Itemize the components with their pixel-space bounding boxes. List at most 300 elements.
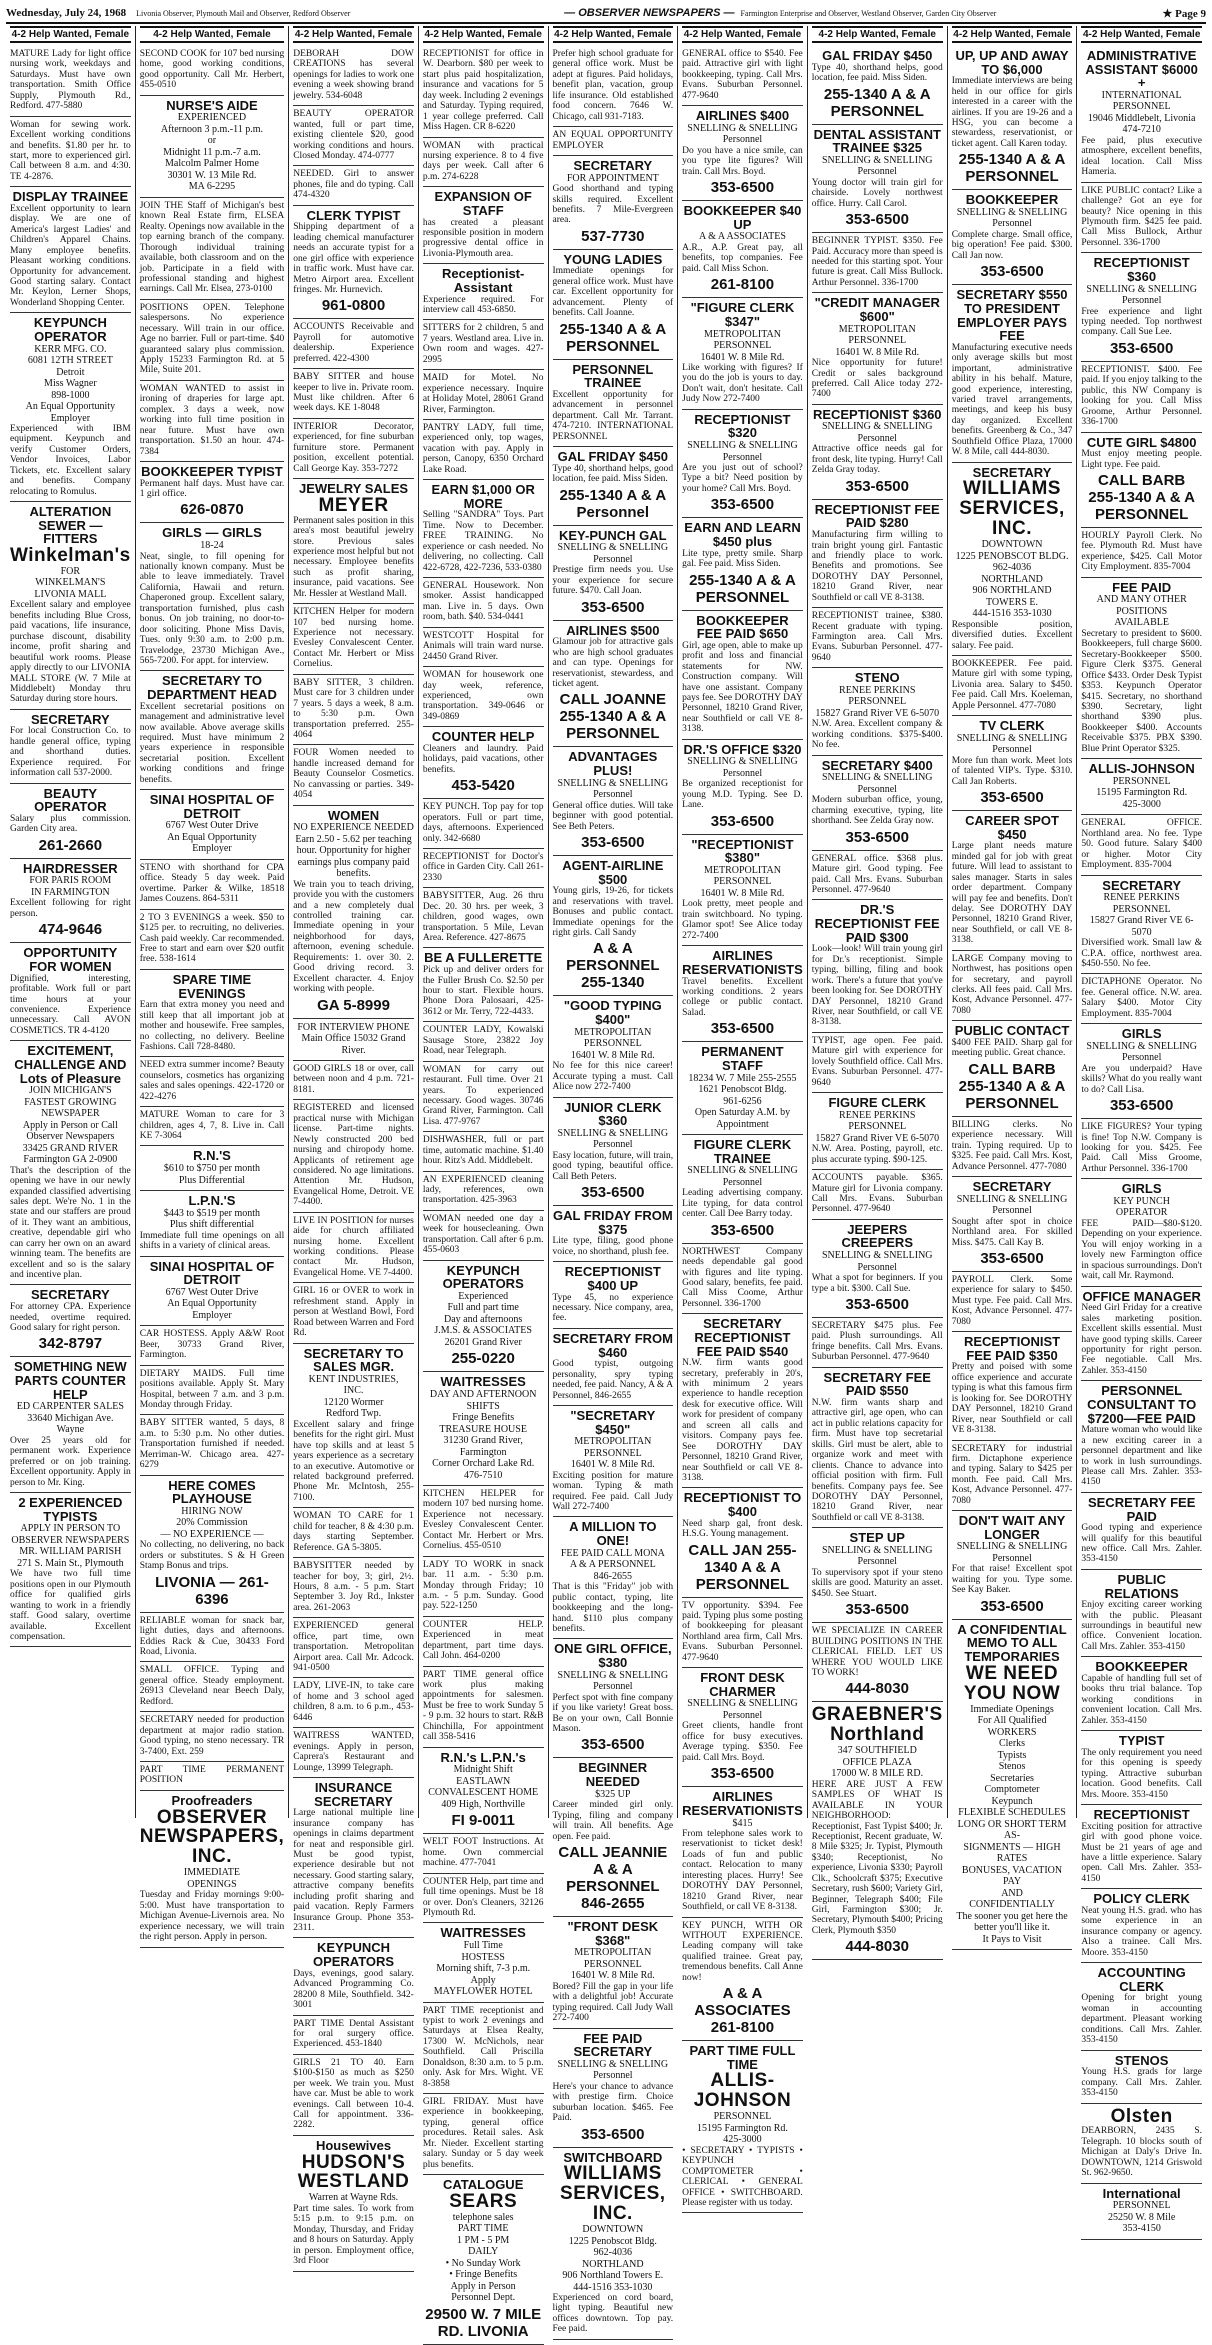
classified-ad <box>140 970 285 1057</box>
ad-body-text: ACCOUNTS payable. $365. Mature girl for Livonia company. Call Mrs. Evans. Suburban Personnel. 477-9640 <box>811 1173 943 1215</box>
ad-headline: BOOKKEEPER <box>965 192 1059 208</box>
classified-ad <box>553 2029 674 2148</box>
classified-ad <box>682 1787 803 1917</box>
classified-ad <box>952 1117 1073 1177</box>
ad-headline: SWITCHBOARD <box>563 2149 663 2165</box>
ad-address-block: METROPOLITAN PERSONNEL 16401 W. 8 Mile Rd. <box>700 864 785 899</box>
ad-body-text: BABY SITTER and house keeper to live in. Private room. Must like children. After 6 week days. KE 1-8048 <box>293 372 414 414</box>
ad-address-block: 347 SOUTHFIELD OFFICE PLAZA 17000 W. 8 MILE RD. <box>831 1745 924 1780</box>
ad-body-text: Young doctor will train girl for chairside. Lovely northwest office. Hurry. Call Carol. <box>811 177 943 209</box>
classified-ad <box>10 187 131 313</box>
classified-ad <box>952 1021 1073 1117</box>
ad-body-text: Complete charge. Small office, big operation! Fee paid. $300. Call Jan now. <box>951 229 1073 261</box>
masthead <box>6 4 1206 24</box>
ad-body-text: For that raise! Excellent spot waiting for you. Type some. See Kay Baker. <box>951 1564 1073 1596</box>
ad-headline: A CONFIDENTIAL MEMO TO ALL TEMPORARIES <box>957 1621 1067 1665</box>
ad-body-text: Diversified work. Small law & C.P.A. office, northwest area. $450-550. No fee. <box>1081 938 1202 970</box>
ad-headline: POLICY CLERK <box>1093 1891 1190 1907</box>
classified-ad <box>812 1528 943 1623</box>
classified-ad <box>10 46 131 117</box>
ad-headline: ALTERATION SEWER — FITTERS <box>29 504 112 547</box>
column-heading: 4-2 Help Wanted, Female <box>423 26 544 43</box>
classified-ad <box>140 860 285 910</box>
ad-body-text: RECEPTIONIST for Doctor's office in Garden City. Call 261-2330 <box>422 851 544 883</box>
ad-phone-number: 353-6500 <box>710 1765 775 1783</box>
ad-body-text: Lite type, filing, good phone voice, no shorthand, plush fee. <box>552 1236 674 1257</box>
ad-display-name: SEARS <box>449 2190 518 2212</box>
classified-ad <box>423 948 544 1022</box>
classified-ad <box>10 943 131 1041</box>
classified-ad <box>812 1318 943 1368</box>
ad-address-block: A & A ASSOCIATES <box>698 231 786 243</box>
ad-body-text: GENERAL office to $540. Fee paid. Attractive girl with light bookkeeping, typing. Call Mrs. Evans. Suburban Personnel. 477-9640 <box>682 49 803 101</box>
ad-address-block: METROPOLITAN PERSONNEL 16401 W. 8 Mile Rd. <box>835 323 920 358</box>
ad-headline: EARN $1,000 OR MORE <box>431 482 535 511</box>
classified-ad <box>1081 528 1202 578</box>
ad-body-text: ACCOUNTS Receivable and Payroll for automotive dealership. Experience preferred. 422-4300 <box>293 322 414 364</box>
classified-ad <box>140 910 285 970</box>
classified-ad <box>10 1493 131 1647</box>
classified-ad <box>1081 1381 1202 1493</box>
ad-body-text: STENO with shorthand for CPA office. Steady 5 day week. Paid overtime. Parker & Wilke, 18518 James Couzens. 864-5311 <box>139 862 285 905</box>
classified-ad <box>293 1344 414 1509</box>
ad-address-block: Immediate Openings For All Qualified WORKERS Clerks Typists Stenos Secretaries Comptometer Keypunch FLEXIBLE SCHEDULES LONG OR SHORT TERM AS- SIGNMENTS — HIGH RATES BONUSES, VACATION PAY AND CONFIDENTIALLY The sooner you get here the better you'll like it. It Pays to Visit <box>956 1703 1068 1945</box>
classified-ad <box>293 106 414 166</box>
ad-headline: PERMANENT STAFF <box>701 1044 784 1073</box>
classified-ad <box>1081 2051 1202 2104</box>
ad-headline: AIRLINES $400 <box>695 108 790 124</box>
ad-phone-number: 961-0800 <box>321 297 386 315</box>
ad-phone-number: A & A PERSONNEL 255-1340 <box>566 940 660 992</box>
classified-ad <box>1081 1570 1202 1657</box>
ad-headline: FRONT DESK CHARMER <box>700 1670 785 1699</box>
ad-address-block: Warren at Wayne Rds. <box>308 2192 399 2204</box>
classified-ad <box>423 1261 544 1373</box>
ad-body-text: Perfect spot with fine company if you like variety! Great boss. Be on your own, Call Bonnie Mason. <box>552 1692 674 1735</box>
classified-ad <box>293 1728 414 1778</box>
ad-address-block: SNELLING & SNELLING Personnel <box>687 440 798 463</box>
ad-headline: BOOKKEEPER FEE PAID $650 <box>696 612 789 642</box>
classified-column <box>948 26 1078 1945</box>
ad-body-text: Excellent following for right person. <box>10 898 131 919</box>
ad-headline: RECEPTIONIST $360 <box>812 406 942 422</box>
classified-ad <box>812 608 943 668</box>
classified-ad <box>140 1107 285 1146</box>
ad-body-text: Neat young H.S. grad. who has some experience in an insurance company or agency. Also a trainee. Call Mrs. Moore. 353-4150 <box>1081 1905 1202 1958</box>
classified-ad <box>423 264 544 320</box>
ad-body-text: A.R., A.P. Great pay, all benefits, top companies. Fee paid. Call Miss Schon. <box>682 242 803 274</box>
ad-headline: PERSONNEL CONSULTANT TO $7200—FEE PAID <box>1087 1383 1197 1426</box>
ad-body-text: Over 25 years old for permanent work. Experience preferred or on job training. Excellent opportunity. Apply in person to Mr. King. <box>10 1435 131 1488</box>
classified-ad <box>553 856 674 996</box>
ad-body-text: MATURE Lady for light office nursing work, weekdays and Saturdays. Must have own transportation. Smith Office Supply, Plymouth Rd., Redford. 477-5880 <box>10 49 131 112</box>
classified-ad <box>140 1257 285 1327</box>
ad-body-text: Opening for bright young woman in accounting department. Pleasant working conditions. Call Mrs. Zahler. 353-4150 <box>1081 1993 1202 2046</box>
classified-ad <box>423 46 544 138</box>
classified-ad <box>553 621 674 748</box>
ad-phone-number: 353-6500 <box>710 1221 775 1239</box>
ad-address-block: KENT INDUSTRIES, INC. 12120 Wormer Redford Twp. <box>308 1373 399 1420</box>
ad-headline: CLERK TYPIST <box>306 207 401 223</box>
ad-headline: DENTAL ASSISTANT TRAINEE $325 <box>813 126 941 156</box>
classified-ad <box>10 859 131 944</box>
ad-phone-number: 353-6500 <box>710 179 775 197</box>
ad-body-text: COUNTER Help, part time and full time openings. Must be 18 or over. Don's Cleaners, 32126 Plymouth Rd. <box>422 1876 544 1918</box>
ad-body-text: NEED extra summer income? Beauty counselors, cosmetics has organizing sales and sales openings. 422-1720 or 422-4276 <box>139 1060 285 1102</box>
ad-headline: "FIGURE CLERK $347" <box>690 300 795 329</box>
ad-display-name: HUDSON'S WESTLAND <box>297 2151 410 2193</box>
ad-body-text: Are you underpaid? Have skills? What do you really want to do? Call Lisa. <box>1081 1063 1202 1095</box>
ad-headline: EXCITEMENT, CHALLENGE AND Lots of Pleasure <box>14 1043 127 1086</box>
ad-body-text: BABY SITTER, 3 children. Must care for 3 children under 7 years. 5 days a week, 8 a.m. to 5:30 p.m. Own transportation preferred. 255-4064 <box>293 677 414 740</box>
ad-body-text: Excellent secretarial positions on management and administrative level now available. Above average skills required. Must have minimum 2 years experience in responsible secretarial position. Excellent working conditions and fringe benefits. <box>139 701 285 785</box>
classified-ad <box>423 1172 544 1211</box>
ad-headline: SECRETARY <box>30 711 110 727</box>
ad-address-block: RENEE PERKINS PERSONNEL 15827 Grand River VE 6-5070 <box>815 684 940 719</box>
classified-ad <box>140 1057 285 1107</box>
classified-ad <box>10 502 131 710</box>
ad-headline: SECRETARY $550 TO PRESIDENT EMPLOYER PAYS FEE <box>956 287 1068 344</box>
ad-body-text: has created a pleasant responsible position in modern progressive dental office in Livonia-Plymouth area. <box>422 217 544 259</box>
ad-body-text: Type 45, no experience necessary. Nice company, area, fee. <box>552 1292 674 1324</box>
classified-ad <box>140 1662 285 1712</box>
classified-ad <box>10 784 131 859</box>
ad-headline: EXPANSION OF STAFF <box>434 189 532 218</box>
ad-body-text: LIVE IN POSITION for nurses aide for church affiliated nursing home. Excellent working conditions. Please contact Mr. Hudson, Evangelical Home. VE 7-4400. <box>293 1215 414 1278</box>
column-heading: 4-2 Help Wanted, Female <box>140 26 285 43</box>
ad-body-text: Manufacturing firm willing to train bright young girl. Fantastic and friendly place to work. Benefits and promotions. See DOROTHY DAY Personnel, 18210 Grand River, near Southfield or call VE 8-3138. <box>811 530 943 603</box>
classified-ad <box>293 675 414 746</box>
ad-body-text: That's the description of the opening we have in our newly expanded classified advertising sales dept. We're No. 1 in the state and our staffers are proud of it. They want an ambitious, creative, dependable girl who can carry her own on an award winning team. The benefits are excellent and so is the salary and incentive plan. <box>10 1165 131 1281</box>
classified-ad <box>553 360 674 447</box>
classified-ad <box>682 740 803 835</box>
column-heading: 4-2 Help Wanted, Female <box>553 26 674 43</box>
ad-address-block: FOR WINKELMAN'S LIVONIA MALL <box>34 565 107 600</box>
classified-ad <box>812 1368 943 1529</box>
ad-headline: WAITRESSES <box>440 1925 526 1941</box>
ad-body-text: Excellent opportunity to learn display. We are one of America's largest Ladies' and Children's Apparel Chains. Many employee benefits. Pleasant working conditions. Opportunity for advancement. Good starting salary. Contact Mr. Keylon, Lerner Shops, Wonderland Shopping Center. <box>10 203 131 308</box>
ad-body-text: Excellent salary and fringe benefits for the right girl. Must have top skills and at least 5 years experience as a secretary to an executive. Automotive or related background preferred. Phone Mr. McIntosh, 255-7100. <box>293 1419 414 1503</box>
ad-phone-number: 353-6500 <box>581 598 645 616</box>
ad-headline: RECEPTIONIST FEE PAID $280 <box>814 501 940 531</box>
ad-body-text: Nice opportunity for future! Credit or sales background preferred. Call Alice today 272-7400 <box>811 358 943 400</box>
ad-body-text: JOIN THE Staff of Michigan's best known Real Estate firm, ELSEA Realty. Openings now available in the top earning branch of the company. Thorough individual training available, both classroom and on the job. Participate in a field with professional standing and highest earnings. Call Mr. Elsea, 273-0100 <box>139 200 285 295</box>
ad-headline: Receptionist-Assistant <box>442 266 525 295</box>
ad-phone-number: CALL JAN 255-1340 A & A PERSONNEL <box>688 1541 797 1593</box>
classified-column <box>289 26 419 2267</box>
classified-ad <box>682 1598 803 1669</box>
ad-body-text: LARGE Company moving to Northwest, has positions open for secretary, and payroll clerks. All fees paid. Call Mrs. Kost, Advance Personnel. 477-7080 <box>951 953 1073 1016</box>
classified-ad <box>140 198 285 300</box>
classified-ad <box>1081 876 1202 975</box>
ad-headline: ONE GIRL OFFICE, $380 <box>554 1641 672 1671</box>
ad-body-text: WAITRESS WANTED, evenings. Apply in person, Caprera's Restaurant and Lounge, 13999 Telegraph. <box>293 1731 414 1773</box>
ad-body-text: Salary plus commission. Garden City area. <box>10 813 131 835</box>
classified-ad <box>423 727 544 799</box>
ad-body-text: DISHWASHER, full or part time, automatic machine. $1.40 hour. Ritz's Add. Middlebelt. <box>422 1135 544 1167</box>
ad-headline: FEE PAID <box>1112 579 1172 595</box>
ad-phone-number: 444-8030 <box>845 1680 909 1698</box>
ad-body-text: PANTRY LADY, full time, experienced only, top wages, vacation with pay. Apply in person, Canopy, 6350 Orchard Lake Road. <box>422 422 544 475</box>
ad-body-text: PART TIME general office work plus making appointments for salesmen. Must be free to work Sunday 5 - 9 p.m. 32 hours to start. R&B Chinchilla, For appointment call 358-5416 <box>422 1669 544 1743</box>
ad-phone-number: 537-7730 <box>581 227 645 245</box>
classified-ad <box>952 656 1073 716</box>
ad-body-text: Career minded girl only. Typing, filing and company will train. All benefits. Age open. Fee paid. <box>552 1800 674 1842</box>
classified-ad <box>140 300 285 381</box>
classified-ad <box>1081 253 1202 362</box>
ad-phone-number: LIVONIA — 261-6396 <box>155 1573 269 1608</box>
ad-body-text: INTERIOR Decorator, experienced, for fine suburban furniture store. Permanent position, excellent potential. Call George Kay. 353-7272 <box>293 421 414 474</box>
ad-address-block: FOR INTERVIEW PHONE Main Office 15032 Grand River. <box>297 1021 410 1056</box>
classified-ad <box>293 1778 414 1939</box>
ad-headline: JEEPERS CREEPERS <box>841 1221 913 1251</box>
ad-body-text: BABYSITTER needed by teacher for boy, 3; girl, 2½. Hours, 8 a.m. - 5 p.m. Start September 3. Joy Rd., Inkster area. 261-2063 <box>293 1561 414 1613</box>
ad-address-block: SNELLING & SNELLING Personnel <box>956 206 1068 230</box>
ad-address-block: JOIN MICHIGAN'S FASTEST GROWING NEWSPAPER Apply in Person or Call Observer Newspapers 33425 GRAND RIVER Farmington GA 2-0900 <box>22 1085 119 1166</box>
ad-address-block: KERR MFG. CO. 6081 12TH STREET Detroit Miss Wagner 898-1000 An Equal Opportunity Employer <box>25 343 116 424</box>
column-heading: 4-2 Help Wanted, Female <box>682 26 803 43</box>
ad-body-text: Need sharp gal, front desk. H.S.G. Young management. <box>682 1518 803 1540</box>
classified-ad <box>423 1557 544 1617</box>
classified-ad <box>423 2003 544 2095</box>
ad-body-text: Young H.S. grads for large company. Call Mrs. Zahler. 353-4150 <box>1081 2067 1202 2099</box>
classified-column <box>136 26 290 1943</box>
ad-display-name: OBSERVER NEWSPAPERS, INC. <box>139 1806 285 1868</box>
ad-headline: DON'T WAIT ANY LONGER <box>958 1513 1066 1542</box>
classified-ad <box>423 1748 544 1835</box>
ad-address-block: PERSONNEL 15195 Farmington Rd. 425-3000 <box>1096 775 1188 810</box>
classified-ad <box>1081 362 1202 433</box>
ad-headline: BEAUTY OPERATOR <box>34 785 107 815</box>
ad-body-text: Secretary to president to $600. Bookkeepers, full charge $600. Secretary-Bookkeeper $500. Figure Clerk $375. General Office $433. Order Desk Typist $353. Keypunch Operator $415. Secretary, no shorthand $390. Secretary, light shorthand $390 plus. Bookkeeper $400. Accounts Receivable $375. PBX $390. Blue Print Operator $325. <box>1081 628 1202 754</box>
classified-ad <box>1081 578 1202 759</box>
ad-address-block: DAY AND AFTERNOON SHIFTS Fringe Benefits TREASURE HOUSE 31230 Grand River, Farmington Corner Orchard Lake Rd. 476-7510 <box>429 1389 537 1481</box>
ad-address-block: $610 to $750 per month Plus Differential <box>163 1163 261 1186</box>
ad-headline: GAL FRIDAY $450 <box>557 449 668 465</box>
ad-body-text: $400 FEE PAID. Sharp gal for meeting public. Great chance. <box>951 1038 1073 1059</box>
ad-body-text: Attractive office needs gal for front desk, lite typing. Hurry! Call Zelda Gray today. <box>811 444 943 476</box>
classified-ad <box>812 1093 943 1170</box>
ad-headline: CATALOGUE <box>442 2177 524 2193</box>
classified-ad <box>812 668 943 755</box>
ad-body-text: KITCHEN Helper for modern 107 bed nursing home. Experience not necessary. Evesley Convalescent Center. Contact Mr. Herbert or Miss Cornelius. <box>293 607 414 670</box>
ad-body-text: POSITIONS OPEN. Telephone salespersons. No experience necessary. Will train in our office. Age no barrier. Full or part-time. $40 guaranteed salary plus commission. Apply 15233 Farmington Rd. at 5 Mile, Suite 201. <box>139 302 285 376</box>
classified-ad <box>1081 183 1202 254</box>
column-heading: 4-2 Help Wanted, Female <box>952 26 1073 43</box>
ad-headline: KEYPUNCH OPERATORS <box>442 1262 524 1292</box>
classified-ad <box>140 381 285 462</box>
classified-ad <box>952 1177 1073 1272</box>
ad-phone-number: 353-6500 <box>980 789 1044 807</box>
ad-body-text: BABYSITTER, Aug. 26 thru Dec. 20. 30 hrs. per week, 3 children, good wages, own transportation. 5 Mile, Levan Area. Reference. 427-8675 <box>422 891 544 944</box>
ad-body-text: Part time sales. To work from 5:15 p.m. to 9:15 p.m. on Monday, Thursday, and Friday and 8 hours on Saturday. Apply in person. Employment office, 3rd Floor <box>293 2203 414 2267</box>
classified-ad <box>1081 46 1202 183</box>
ad-headline: "GOOD TYPING $400" <box>563 998 662 1028</box>
classified-ad <box>1081 433 1202 529</box>
column-heading: 4-2 Help Wanted, Female <box>10 26 131 43</box>
ad-headline: INSURANCE SECRETARY <box>314 1779 393 1809</box>
ad-body-text: BILLING clerks. No experience necessary. Will train. Typing required. Up to $325. Fee paid. Call Mrs. Kost, Advance Personnel. 477-7080 <box>951 1119 1073 1172</box>
classified-ad <box>553 1406 674 1518</box>
ad-body-text: PART TIME PERMANENT POSITION <box>139 1764 285 1786</box>
classified-ad <box>293 166 414 205</box>
ad-phone-number: 353-6500 <box>581 834 645 852</box>
classified-ad <box>812 500 943 608</box>
ad-body-text: Need Girl Friday for a creative sales marketing position. Excellent skills essential. Must have good typing skills. Career opportunity for right person. Fee negotiable. Call Mrs. Zahler. 353-4150 <box>1081 1303 1202 1376</box>
classified-ad <box>553 996 674 1097</box>
ad-headline: CAREER SPOT $450 <box>965 813 1059 842</box>
ad-body-text: WESTCOTT Hospital for Animals will train ward nurse. 24450 Grand River. <box>422 630 544 662</box>
ad-body-text: Exciting position for attractive girl with good phone voice. Must be 21 years of age and have a little experience. Salary open. Call Mrs. Zahler. 353-4150 <box>1081 1821 1202 1884</box>
ad-body-text: DEARBORN, 2435 S. Telegraph. 10 blocks south of Michigan at Daly's Drive In. DOWNTOWN, 1214 Griswold St. 962-9650. <box>1081 2126 1202 2179</box>
ad-body-text: WE SPECIALIZE IN CAREER BUILDING POSITIONS IN THE CLERICAL FIELD. LET US WHERE YOU WOULD LIKE TO WORK! <box>811 1626 943 1678</box>
ad-body-text: Earn that extra money you need and still keep that all important job at mother and housewife. Free samples, no collecting, no delivery. Beeline Fashions. Call 728-8480. <box>139 1000 285 1052</box>
ad-body-text: KEY PUNCH. Top pay for top operators. Full or part time, days, afternoons. Experienced only. 342-6680 <box>422 802 544 844</box>
column-heading: 4-2 Help Wanted, Female <box>812 26 943 43</box>
ad-headline: HAIRDRESSER <box>23 860 118 876</box>
ad-body-text: Look—look! Will train young girl for Dr.'s receptionist. Simple typing, billing, filing and book work. There's a future that you've been looking for. See DOROTHY DAY Personnel, 18210 Grand River, near Southfield, or call VE 8-3138. <box>811 944 943 1028</box>
classified-ad <box>423 1834 544 1873</box>
classified-ad <box>10 117 131 188</box>
ad-address-block: SNELLING & SNELLING Personnel <box>687 122 798 146</box>
ad-body-text: N.W. firm wants good secretary, preferably in 20's, with minimum 2 years experience to handle reception desk for executive office. Will work for president of company and screen all calls and visitors. Company pays fee. See DOROTHY DAY Personnel, 18210 Grand River, near Southfield or call VE 8-3138. <box>682 1358 803 1483</box>
ad-body-text: For attorney CPA. Experience needed, overtime required. Good salary for right person. <box>10 1302 131 1333</box>
ad-phone-number: 255-1340 A & A PERSONNEL <box>559 320 667 355</box>
ad-body-text: GENERAL office. $368 plus. Mature girl. Good typing. Fee paid. Call Mrs. Evans. Suburban Personnel. 477-9640 <box>811 853 943 896</box>
ad-body-text: Are you just out of school? Type a bit? Need position by your home? Call Mrs. Boyd. <box>682 463 803 494</box>
ad-body-text: GENERAL Housework. Non smoker. Assist handicapped man. Live in. 5 days. Own room, bath. $40. 534-0441 <box>422 581 544 623</box>
classified-ad <box>553 447 674 526</box>
ad-address-block: METROPOLITAN PERSONNEL 16401 W. 8 Mile Rd. <box>700 328 785 363</box>
classified-ad <box>140 671 285 790</box>
ad-body-text: Excellent opportunity for advancement in personnel department. Call Mr. Tarrant. 474-7210. INTERNATIONAL PERSONNEL <box>552 389 674 442</box>
ad-headline: GIRLS <box>1121 1026 1162 1042</box>
classified-ad <box>10 1041 131 1285</box>
ad-headline: ADMINISTRATIVE ASSISTANT $6000 + <box>1085 48 1198 91</box>
classified-ad <box>293 806 414 1019</box>
ad-body-text: Capable of handling full set of books thru trial balance. Top working conditions in convenient location. Call Mrs. Zahler. 353-4150 <box>1081 1674 1202 1726</box>
ad-body-text: Excellent salary and employee benefits including Blue Cross, paid vacations, life insurance, purchase discount, disability income, profit sharing and beautiful work rooms. Please apply directly to our LIVONIA MALL STORE (W. 7 Mile at Middlebelt) Monday thru Saturday during store hours. <box>10 600 131 705</box>
ad-headline: WOMEN <box>327 807 380 823</box>
ad-phone-number: 353-6500 <box>710 1020 775 1038</box>
ad-body-text: Fee paid, plus executive atmosphere, excellent benefits, ideal location. Call Miss Hameria. <box>1081 135 1202 178</box>
ad-address-block: DOWNTOWN 1225 PENOBSCOT BLDG. 962-4036 NORTHLAND 906 NORTHLAND TOWERS E. 444-1516 353-1030 <box>955 539 1069 620</box>
classified-ad <box>812 293 943 405</box>
ad-body-text: Look pretty, meet people and train switchboard. No typing. Glamor spot! See Alice today 272-7400 <box>682 899 803 941</box>
ad-headline: JUNIOR CLERK $360 <box>564 1099 662 1129</box>
ad-headline: L.P.N.'S <box>188 1193 236 1209</box>
classified-column <box>6 26 136 1818</box>
ad-body-text: DICTAPHONE Operator. No fee. General office. N.W. area. Salary $400. Motor City Employment. 835-7004 <box>1081 977 1202 1019</box>
ad-body-text: FOUR Women needed to handle increased demand for Beauty Counselor Cosmetics. No canvassing or parties. 349-4054 <box>293 748 414 801</box>
ad-body-text: MATURE Woman to care for 3 children, ages 4, 7, 8. Live in. Call KE 7-3064 <box>139 1110 285 1142</box>
classified-ad <box>423 1667 544 1748</box>
classified-ad <box>10 1285 131 1357</box>
ad-display-name: GRAEBNER'S Northland <box>811 1704 943 1746</box>
papers-left: Livonia Observer, Plymouth Mail and Observer, Redford Observer <box>136 8 351 18</box>
ad-headline: SECRETARY <box>972 1179 1052 1195</box>
ad-phone-number: A & A ASSOCIATES 261-8100 <box>694 1985 791 2037</box>
classified-ad <box>1081 1805 1202 1889</box>
ad-address-block: SNELLING & SNELLING Personnel <box>557 1669 669 1693</box>
ad-phone-number: CALL BARB 255-1340 A & A PERSONNEL <box>958 1060 1066 1112</box>
ad-address-block: SNELLING & SNELLING Personnel <box>687 756 798 779</box>
ad-body-text: N.W. firm wants sharp and attractive girl, age open, who can act in public relations capacity for firm. Must have top secretarial skills. Girl must be alert, able to organize work and meet with clients. Chance to advance into official position with firm. Full benefits. Company pays fee. See DOROTHY DAY Personnel, 18210 Grand River, near Southfield or call VE 8-3138. <box>811 1398 943 1523</box>
ad-phone-number: 255-1340 A & A Personnel <box>559 486 667 521</box>
ad-address-block: IMMEDIATE OPENINGS <box>183 1867 241 1890</box>
ad-phone-number: 353-6500 <box>980 1250 1044 1268</box>
ad-headline: EARN AND LEARN $450 plus <box>684 520 801 549</box>
ad-body-text: GIRL FRIDAY. Must have experience in bookkeeping, typing, general office procedures. Retail sales. Ask Mr. Nieder. Excellent starting salary. Sunday or 5 day week plus benefits. <box>422 2097 544 2170</box>
classified-ad <box>553 156 674 250</box>
ad-body-text: Responsible position, diversified duties. Excellent salary. Fee paid. <box>951 619 1073 651</box>
classified-ad <box>293 1938 414 2015</box>
ad-headline: SOMETHING NEW PARTS COUNTER HELP <box>14 1359 127 1402</box>
ad-phone-number: 353-6500 <box>581 1184 645 1202</box>
ad-phone-number: 353-6500 <box>980 263 1044 281</box>
classified-ad <box>1081 1024 1202 1119</box>
ad-address-block: METROPOLITAN PERSONNEL 16401 W. 8 Mile Rd. <box>570 1026 655 1061</box>
ad-body-text: Experienced on cord board, light typing. Beautiful new offices downtown. Top pay. Fee paid. <box>552 2293 674 2335</box>
ad-body-text: WOMAN with practical nursing experience. 8 to 4 five days per week. Call after 6 p.m. 274-6228 <box>422 140 544 182</box>
ad-body-text: Travel benefits. Excellent working conditions. 2 years college or public contact. Salad. <box>682 976 803 1018</box>
ad-body-text: MAID for Motel. No experience necessary. Inquire at Holiday Motel, 28061 Grand River, Farmington. <box>422 373 544 415</box>
ad-phone-number: GA 5-8999 <box>317 996 390 1014</box>
ad-body-text: Prefer high school graduate for general office work. Must be adept at figures. Paid holidays, benefit plan, vacation, group life insurance. Old established food concern. 7646 W. Chicago, call 931-7183. <box>552 49 674 122</box>
ad-body-text: TYPIST, age open. Fee paid. Mature girl with experience for lovely Southfield office. Call Mrs. Evans. Suburban Personnel. 477-9640 <box>811 1035 943 1088</box>
classified-columns <box>6 26 1206 2340</box>
ad-body-text: Shipping department of a leading chemical manufacturer needs an accurate typist for a one girl office with experience in traffic work. Must have car. Metro Airport area. Excellent fringes. Mr. Hurnevich. <box>293 222 414 295</box>
ad-phone-number: 353-6500 <box>710 812 775 830</box>
classified-ad <box>682 1488 803 1597</box>
ad-phone-number: 255-1340 A & A PERSONNEL <box>823 85 931 120</box>
ad-headline: ALLIS-JOHNSON <box>1088 761 1195 777</box>
ad-body-text: Good shorthand and typing skills required. Excellent benefits. 7 Mile-Evergreen area. <box>552 184 674 226</box>
ad-body-text: Dignified, interesting, profitable. Work full or part time hours at your convenience. Experience unnecessary. Call AVON COSMETICS. TR 4-4120 <box>10 973 131 1036</box>
ad-headline: RECEPTIONIST FEE PAID $350 <box>963 1334 1061 1363</box>
ad-phone-number: 353-6500 <box>1109 339 1174 357</box>
classified-ad <box>1081 759 1202 815</box>
classified-ad <box>10 1357 131 1493</box>
classified-ad <box>423 480 544 578</box>
column-heading: 4-2 Help Wanted, Female <box>293 26 414 43</box>
ad-body-text: Modern suburban office, young, charming executive, typing, lite shorthand. See Zelda Gray now. <box>811 795 943 827</box>
ad-headline: GAL FRIDAY $450 <box>822 48 933 63</box>
ad-headline: ADVANTAGES PLUS! <box>568 749 658 779</box>
ad-headline: JEWELRY SALES <box>299 481 409 497</box>
ad-body-text: 2 TO 3 EVENINGS a week. $50 to $125 per. to recruiting, no deliveries. Cash paid weekly. Car recommended. Free to start and earn over $20 outfit free. 538-1614 <box>139 912 285 965</box>
ad-headline: SECRETARY FEE PAID $550 <box>823 1369 931 1399</box>
classified-ad <box>423 138 544 188</box>
ad-phone-number: 626-0870 <box>180 501 244 519</box>
ad-body-text: We train you to teach driving, provide you with the customers and a new completely dual controlled training car. Immediate opening in your neighborhood for days, afternoon, evening schedule. Requirements: 1. over 30. 2. Good driving record. 3. Excellent character. 4. Enjoy working with people. <box>293 879 414 995</box>
classified-ad <box>423 1062 544 1133</box>
ad-body-text: Good typist, outgoing personality, spry typing needed, fee paid. Nancy, A & A Personnel, 846-2655 <box>552 1359 674 1401</box>
ad-address-block: METROPOLITAN PERSONNEL 16401 W. 8 Mile Rd. <box>570 1436 655 1471</box>
ad-body-text: BEAUTY OPERATOR wanted, full or part time, existing clientele $20, good working conditions and hours. Closed Monday. 474-0777 <box>293 109 414 161</box>
ad-body-text: LIKE FIGURES? Your typing is fine! Top N.W. Company is looking for you. $425. Fee Paid. Call Miss Groome, Arthur Personnel. 336-1700 <box>1081 1122 1202 1174</box>
ad-headline: FEE PAID SECRETARY <box>573 2030 653 2060</box>
classified-ad <box>140 46 285 96</box>
ad-address-block: SNELLING & SNELLING Personnel <box>1086 1040 1197 1064</box>
ad-headline: SECRETARY $400 <box>821 757 933 773</box>
ad-body-text: WOMAN TO CARE for 1 child for teacher, 8 & 4:30 p.m. days starting September. Reference. GA 5-3805. <box>293 1511 414 1553</box>
ad-address-block: SNELLING & SNELLING Personnel <box>557 2058 669 2082</box>
classified-ad <box>423 1022 544 1061</box>
ad-phone-number: 353-6500 <box>710 496 775 514</box>
ad-headline: OPPORTUNITY FOR WOMEN <box>23 945 118 974</box>
ad-phone-number: CALL BARB 255-1340 A & A PERSONNEL <box>1088 472 1196 524</box>
